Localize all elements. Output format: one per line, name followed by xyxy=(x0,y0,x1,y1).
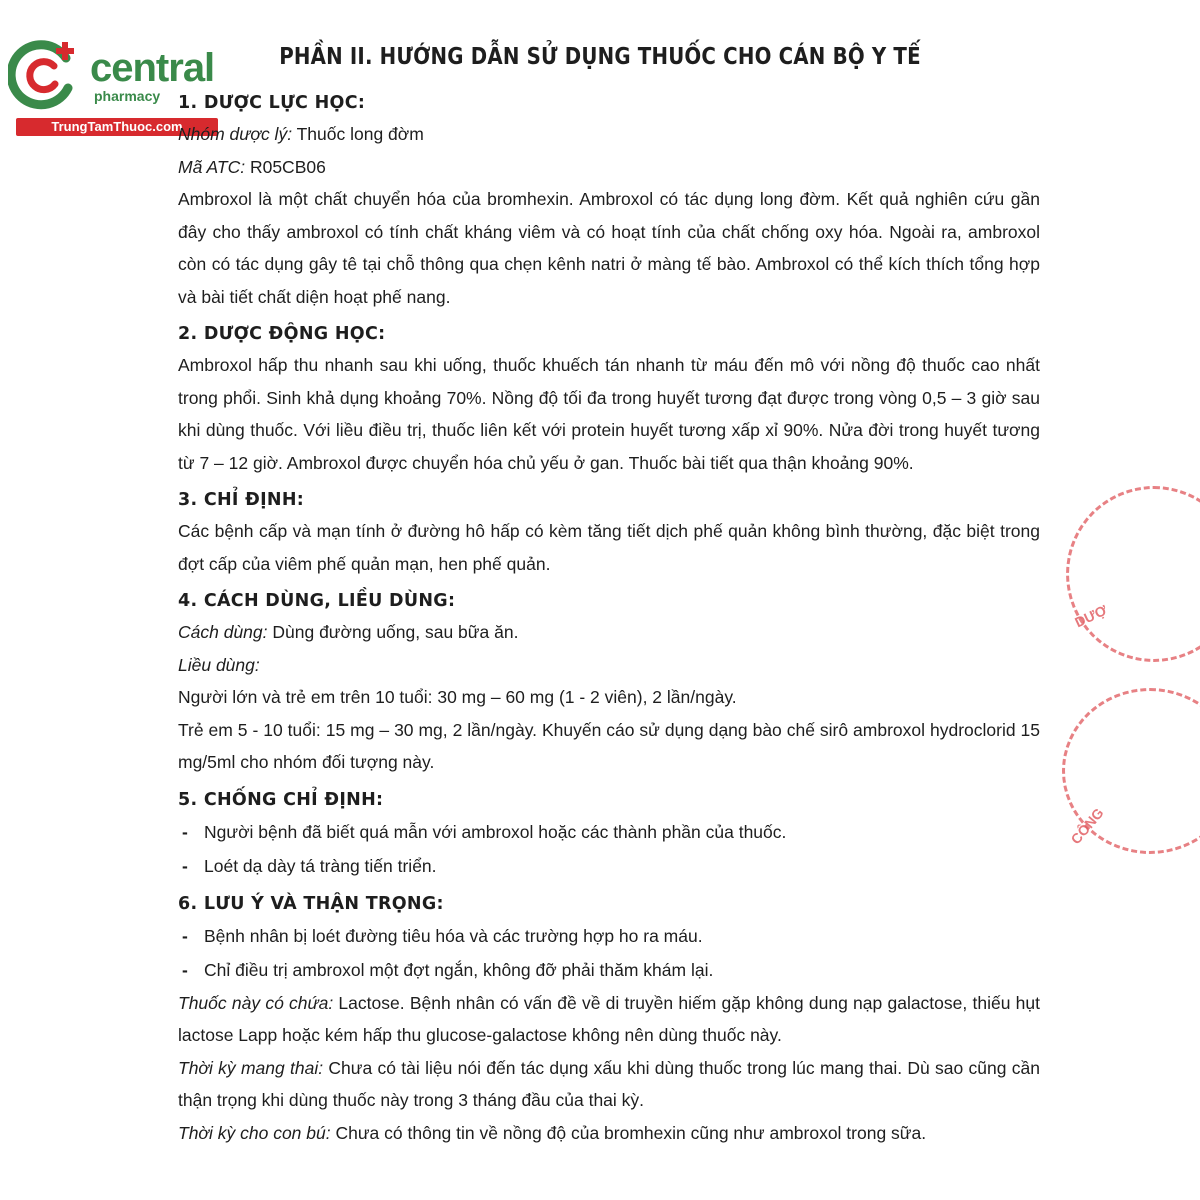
usage xyxy=(178,616,1040,649)
list-item: - Loét dạ dày tá tràng tiến triển. xyxy=(178,849,1040,883)
section-3-body: Các bệnh cấp và mạn tính ở đường hô hấp có kèm tăng tiết dịch phế quản không bình thường, đặc biệt trong đợt cấp của viêm phế quản mạn, hen phế quản. xyxy=(178,521,1040,574)
section-6-heading: 6. LƯU Ý VÀ THẬN TRỌNG: xyxy=(178,893,444,914)
logo-brand: central xyxy=(90,46,215,90)
stamp-top-text: DƯỢ xyxy=(1072,601,1110,631)
document-body xyxy=(178,82,1040,1149)
logo-url: TrungTamThuoc.com xyxy=(16,118,218,136)
section-4-heading: 4. CÁCH DÙNG, LIỀU DÙNG: xyxy=(178,591,456,611)
pregnancy-label: Thời kỳ mang thai: xyxy=(178,1057,324,1078)
atc-value: R05CB06 xyxy=(245,156,326,177)
section-5-heading: 5. CHỐNG CHỈ ĐỊNH: xyxy=(178,789,384,810)
group-label: Nhóm dược lý: xyxy=(178,124,293,144)
stamp-top xyxy=(1066,486,1200,662)
lactose-value: Lactose. Bệnh nhân có vấn đề về di truyền hiếm gặp không dung nạp galactose, thiếu hụt lactose Lapp hoặc kém hấp thu glucose-galactose không nên dùng thuốc này. xyxy=(178,992,1040,1045)
lactose-note xyxy=(178,987,1040,1052)
list-item: - Người bệnh đã biết quá mẫn với ambroxol hoặc các thành phần của thuốc. xyxy=(178,815,1040,849)
pregnancy-value: Chưa có tài liệu nói đến tác dụng xấu khi dùng thuốc trong lúc mang thai. Dù sao cũng cần thận trọng khi dùng thuốc này trong 3 tháng đầu của thai kỳ. xyxy=(178,1057,1041,1110)
section-1-body: Ambroxol là một chất chuyển hóa của bromhexin. Ambroxol có tác dụng long đờm. Kết quả nghiên cứu gần đây cho thấy ambroxol có tính chất kháng viêm và có hoạt tính của chất chống oxy hóa. Ngoài ra, ambroxol còn có tác dụng gây tê tại chỗ thông qua chẹn kênh natri ở màng tế bào. Ambroxol có thể kích thích tổng hợp và bài tiết chất diện hoạt phế nang. xyxy=(178,189,1040,307)
pregnancy-note xyxy=(178,1052,1040,1117)
dose-child: Trẻ em 5 - 10 tuổi: 15 mg – 30 mg, 2 lần/ngày. Khuyến cáo sử dụng dạng bào chế sirô ambroxol hydroclorid 15 mg/5ml cho nhóm đối tượng này. xyxy=(178,719,1040,772)
stamp-bottom-text: CÔNG xyxy=(1067,804,1107,848)
lactation-note xyxy=(178,1117,1040,1150)
lactation-label: Thời kỳ cho con bú: xyxy=(178,1122,331,1143)
lactation-value: Chưa có thông tin về nồng độ của bromhexin cũng như ambroxol trong sữa. xyxy=(330,1122,927,1143)
section-3-heading: 3. CHỈ ĐỊNH: xyxy=(178,490,305,510)
atc-label: Mã ATC: xyxy=(178,156,246,177)
section-2-body: Ambroxol hấp thu nhanh sau khi uống, thuốc khuếch tán nhanh từ máu đến mô với nồng độ thuốc cao nhất trong phổi. Sinh khả dụng khoảng 70%. Nồng độ tối đa trong huyết tương đạt được trong vòng 0,5 – 3 giờ sau khi dùng thuốc. Với liều điều trị, thuốc liên kết với protein huyết tương xấp xỉ 90%. Nửa đời trong huyết tương từ 7 – 12 giờ. Ambroxol được chuyển hóa chủ yếu ở gan. Thuốc bài tiết qua thận khoảng 90%. xyxy=(178,355,1040,473)
list-item: - Bệnh nhân bị loét đường tiêu hóa và các trường hợp ho ra máu. xyxy=(178,919,1040,953)
page-title: PHẦN II. HƯỚNG DẪN SỬ DỤNG THUỐC CHO CÁN BỘ Y TẾ xyxy=(279,44,921,70)
section-2-heading: 2. DƯỢC ĐỘNG HỌC: xyxy=(178,324,386,344)
group-value: Thuốc long đờm xyxy=(292,124,424,144)
logo-subtitle: pharmacy xyxy=(94,88,161,104)
pharmacological-group xyxy=(178,118,1040,151)
usage-label: Cách dùng: xyxy=(178,622,268,642)
dose-adult: Người lớn và trẻ em trên 10 tuổi: 30 mg – 60 mg (1 - 2 viên), 2 lần/ngày. xyxy=(178,687,737,707)
section-1-heading: 1. DƯỢC LỰC HỌC: xyxy=(178,93,366,113)
dose-label: Liều dùng: xyxy=(178,654,260,675)
central-pharmacy-logo-icon xyxy=(8,36,88,112)
usage-value: Dùng đường uống, sau bữa ăn. xyxy=(267,622,519,642)
list-item: - Chỉ điều trị ambroxol một đợt ngắn, không đỡ phải thăm khám lại. xyxy=(178,953,1040,987)
atc-code xyxy=(178,151,1040,184)
lactose-label: Thuốc này có chứa: xyxy=(178,992,334,1013)
